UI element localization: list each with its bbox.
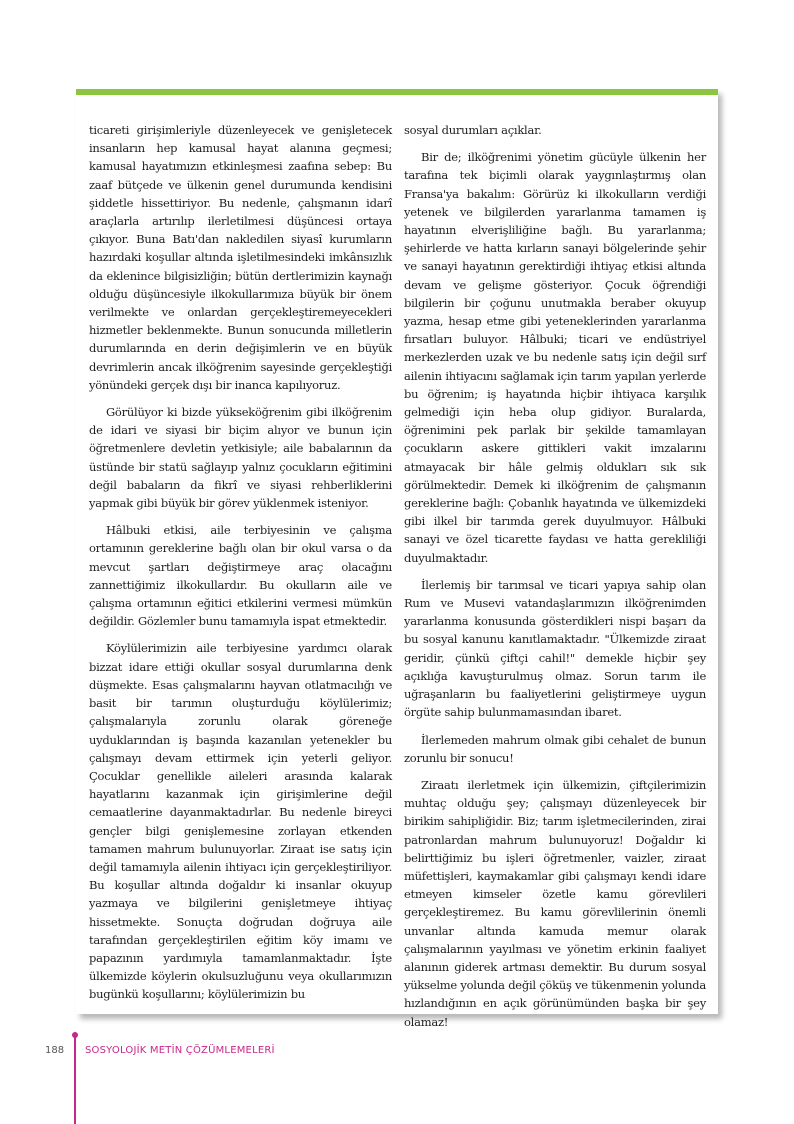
paragraph: ticareti girişimleriyle düzenleyecek ve genişletecek insanların hep kamusal hayat alanına geçmesi; kamusal hayatımızın etkinleşmesi zaafına sebep: Bu zaaf bütçede ve ülkenin genel durumunda kendisini şiddetle hissettiriyor. Bu nedenle, çalışmanın idarî araçlarla artırılıp ilerletilmesi düşüncesi ortaya çıkıyor. Buna Batı'dan nakledilen siyasî kurumların hazırdaki koşullar altında işletilmesindeki imkânsızlık da eklenince bilgisizliğin; bütün dertlerimizin kaynağı olduğu düşüncesiyle ilkokullarımıza büyük bir önem verilmekte ve onlardan gerçekleştiremeyecekleri hizmetler beklenmekte. Bunun sonucunda milletlerin durumlarında en derin değişimlerin ve en büyük devrimlerin ancak ilköğrenim sayesinde gerçekleştiği yönündeki gerçek dışı bir inanca kapılıyoruz. — [89, 123, 392, 392]
header-accent-bar — [76, 89, 718, 95]
right-text-column — [404, 121, 706, 1040]
book-title: SOSYOLOJİK METİN ÇÖZÜMLEMELERİ — [85, 1045, 275, 1056]
paragraph: Ziraatı ilerletmek için ülkemizin, çiftçilerimizin muhtaç olduğu şey; çalışmayı düzenleyecek bir birikim sahipliğidir. Biz; tarım işletmecilerinden, zirai patronlardan mahrum bulunuyoruz! Doğaldır ki belirttiğimiz bu işleri öğretmenler, vaizler, ziraat müfettişleri, kaymakamlar gibi çalışmayı kendi idare etmeyen kimseler özetle kamu görevlileri gerçekleştiremez. Bu kamu görevlilerinin önemli unvanlar altında kamuda memur olarak çalışmalarının yayılması ve yönetim erkinin faaliyet alanının giderek artması demektir. Bu durum sosyal yükselme yolunda değil çöküş ve tükenmenin yolunda hızlandığının en açık görünümünden başka bir şey olamaz! — [404, 777, 706, 1029]
paragraph: Görülüyor ki bizde yükseköğrenim gibi ilköğrenim de idari ve siyasi bir biçim alıyor ve bunun için öğretmenlere devletin yetkisiyle; aile babalarının da üstünde bir statü sağlayıp yalnız çocukların eğitimini değil babaların da fikrî ve siyasi rehberliklerini yapmak gibi büyük bir görev yüklenmek isteniyor. — [89, 405, 392, 511]
paragraph: Köylülerimizin aile terbiyesine yardımcı olarak bizzat idare ettiği okullar sosyal durumlarına denk düşmekte. Esas çalışmalarını hayvan otlatmacılığı ve basit bir tarımın oluşturduğu köylülerimiz; çalışmalarıyla zorunlu olarak göreneğe uyduklarından iş başında kazanılan yetenekler bu çalışmayı devam ettirmek için yeterli geliyor. Çocuklar genellikle aileleri arasında kalarak hayatlarını kazanmak için girişimlerine değil cemaatlerine dayanmaktadırlar. Bu nedenle bireyci gençler bilgi genişlemesine zorlayan etkenden tamamen mahrum bulunuyorlar. Ziraat ise satış için değil tamamıyla ailenin ihtiyacı için gerçekleştiriliyor. Bu koşullar altında doğaldır ki insanlar okuyup yazmaya ve bilgilerini genişletmeye ihtiyaç hissetmekte. Sonuçta doğrudan doğruya aile tarafından gerçekleştirilen eğitim köy imamı ve papazının yardımıyla tamamlanmaktadır. İşte ülkemizde köylerin okulsuzluğunu veya okullarımızın bugünkü koşullarını; köylülerimizin bu — [89, 641, 392, 1002]
paragraph: Bir de; ilköğrenimi yönetim gücüyle ülkenin her tarafına tek biçimli olarak yaygınlaştırmış olan Fransa'ya bakalım: Görürüz ki ilkokulların verdiği yetenek ve bilgilerden yararlanma tamamen iş hayatının elverişliliğine bağlı. Bu yararlanma; şehirlerde ve hatta kırların sanayi bölgelerinde şehir ve sanayi hayatının gerektirdiği ihtiyaç etkisi altında devam ve gelişme gösteriyor. Çocuk öğrendiği bilgilerin bir çoğunu unutmakla beraber okuyup yazma, hesap etme gibi yeteneklerinden yararlanma fırsatları buluyor. Hâlbuki; ticari ve endüstriyel merkezlerden uzak ve bu nedenle satış için değil sırf ailenin ihtiyacını sağlamak için tarım yapılan yerlerde bu öğrenim; iş hayatında hiçbir ihtiyaca karşılık gelmediği için heba olup gidiyor. Buralarda, öğrenimini pek parlak bir şekilde tamamlayan çocukların askere gittikleri vakit imzalarını atmayacak bir hâle gelmiş oldukları sık sık görülmektedir. Demek ki ilköğrenim de çalışmanın gereklerine bağlı: Çobanlık hayatında ve ülkemizdeki gibi ilkel bir tarımda gerek duyulmuyor. Hâlbuki sanayi ve özel ticarette faydası ve hatta gerekliliği duyulmaktadır. — [404, 150, 706, 565]
paragraph: Hâlbuki etkisi, aile terbiyesinin ve çalışma ortamının gereklerine bağlı olan bir okul varsa o da mevcut şartları değiştirmeye araç olacağını zannettiğimiz ilkokullardır. Bu okulların aile ve çalışma ortamının eğitici etkilerini vermesi mümkün değildir. Gözlemler bunu tamamıyla ispat etmektedir. — [89, 523, 392, 629]
paragraph: sosyal durumları açıklar. — [404, 123, 542, 137]
left-text-column — [89, 121, 392, 1013]
footer-rule — [74, 1036, 76, 1124]
page-number: 188 — [45, 1045, 65, 1056]
paragraph: İlerlemiş bir tarımsal ve ticari yapıya sahip olan Rum ve Musevi vatandaşlarımızın ilköğrenimden yararlanma konusunda gösterdikleri nispi başarı da bu sosyal kanunu kanıtlamaktadır. "Ülkemizde ziraat geridir, çünkü çiftçi cahil!" demekle hiçbir şey açıklığa kavuşturulmuş olmaz. Sorun tarım ile uğraşanların bu faaliyetlerini geliştirmeye uygun örgüte sahip bulunmamasından ibaret. — [404, 577, 706, 720]
paragraph: İlerlemeden mahrum olmak gibi cehalet de bunun zorunlu bir sonucu! — [404, 732, 706, 765]
